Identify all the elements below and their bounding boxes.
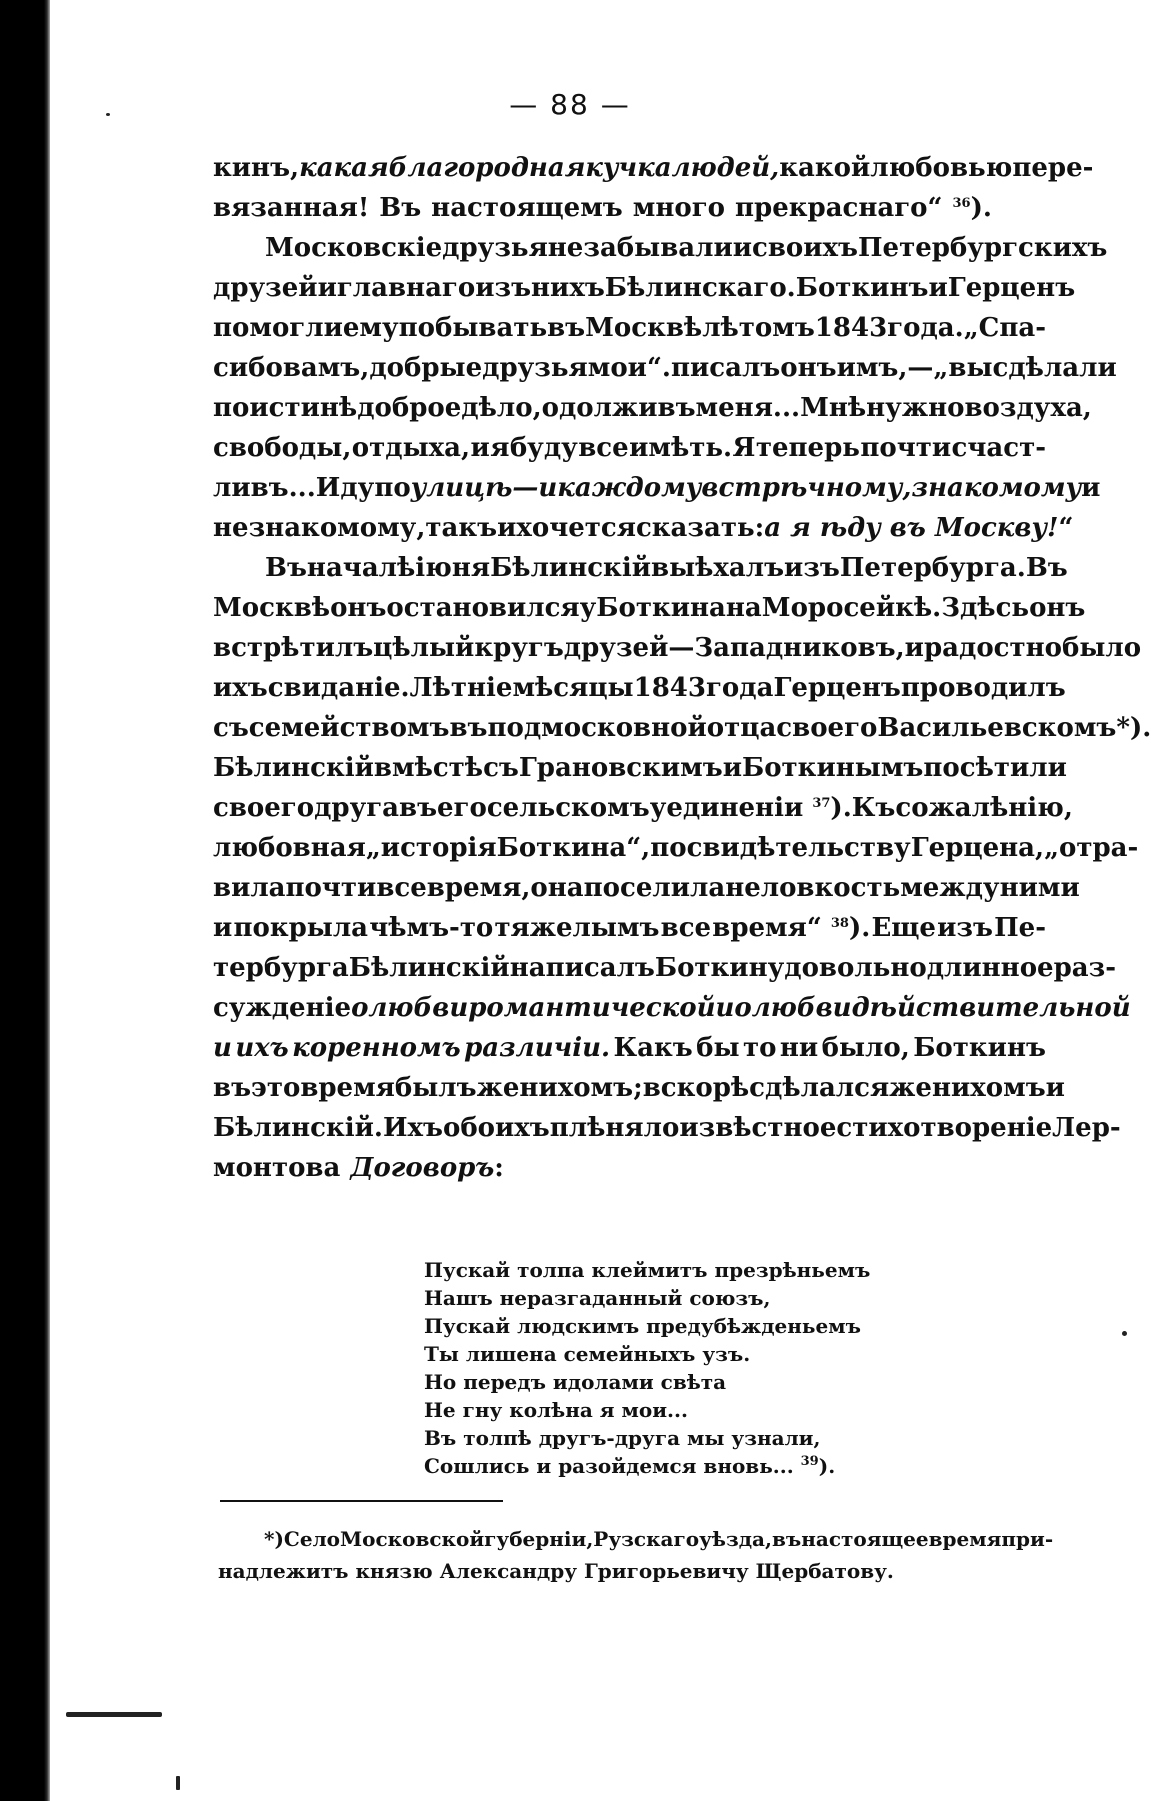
word: своего [776, 713, 878, 743]
word: Лѣтніе [409, 673, 513, 703]
word: тяжелымъ [494, 913, 660, 943]
word: женихомъ [889, 1073, 1046, 1103]
word: года. [887, 313, 964, 343]
word: знакомому [911, 473, 1082, 503]
word: Бѣлинскій. [213, 1113, 383, 1143]
word: проводилъ [900, 673, 1066, 703]
word: Грановскимъ [518, 753, 723, 783]
footnote [218, 1523, 1054, 1587]
word: выѣхалъ [651, 553, 785, 583]
word: пере- [1012, 153, 1094, 183]
word: сибо [213, 353, 283, 383]
text-line [213, 388, 1092, 428]
word: воздуха, [964, 393, 1092, 423]
word: въ [399, 793, 438, 823]
text-line [213, 828, 1139, 868]
word: главнаго [336, 273, 476, 303]
word: съ [213, 713, 249, 743]
word: „Спа- [963, 313, 1047, 343]
word: встрѣтилъ [213, 633, 374, 663]
word: и [732, 233, 753, 263]
word: отца [706, 713, 777, 743]
word: время“ [712, 913, 822, 943]
page-number: — 88 — [509, 88, 631, 121]
word: Пе- [994, 913, 1046, 943]
word: дѣло, [461, 393, 542, 423]
footnote-marker: *) [264, 1527, 284, 1551]
poem-line: Нашъ неразгаданный союзъ, [424, 1286, 771, 1310]
poem-line: Не гну колѣна я мои... [424, 1398, 688, 1422]
text-line: своего друга въ его сельскомъ уединеніи $^{37}$). Къ сожалѣнію, [213, 788, 1046, 828]
word: настоящемъ [431, 193, 623, 223]
word: уѣзда, [699, 1527, 772, 1551]
word: сужденіе [213, 993, 352, 1023]
word: Петербурга. [839, 553, 1026, 583]
word: свидѣтельству [686, 833, 911, 863]
word: вамъ, [282, 353, 370, 383]
word: кучка [585, 153, 672, 183]
poem-line: Пускай людскимъ предубѣжденьемъ [424, 1314, 861, 1338]
word: любви [368, 993, 469, 1023]
word: ихъ [235, 1033, 289, 1063]
word: въ [213, 1073, 252, 1103]
word: Ихъ [382, 1113, 443, 1143]
poem-line-text: Сошлись и разойдемся вновь... [424, 1454, 794, 1478]
word: коренномъ [292, 1033, 461, 1063]
word: то [742, 1033, 777, 1063]
word: 1843 [633, 673, 706, 703]
word: посѣтили [923, 753, 1067, 783]
poem-line: Въ толпѣ другъ-друга мы узнали, [424, 1426, 821, 1450]
word: Герцена, [910, 833, 1045, 863]
word: Моросейкѣ. [761, 593, 942, 623]
word: изъ [784, 553, 840, 583]
word: Боткина“, [496, 833, 651, 863]
word: забывали [583, 233, 733, 263]
word: изъ [475, 273, 532, 303]
poem-line [424, 1452, 870, 1480]
text-line [213, 548, 1068, 588]
word: Боткину [654, 953, 785, 983]
word: онъ [330, 593, 387, 623]
word: и [213, 1033, 232, 1063]
word: губерніи, [484, 1527, 594, 1551]
word: на [725, 593, 762, 623]
word: Бѣлинскаго. [604, 273, 796, 303]
word: нужно [866, 393, 965, 423]
word: настоящее [801, 1527, 929, 1551]
word: доброе [357, 393, 462, 423]
word: почти [285, 873, 377, 903]
word: много [632, 193, 725, 223]
word: теперь [755, 433, 860, 463]
text-line: и покрыла чѣмъ-то тяжелымъ все время“ $^{38}$). Еще изъ Пе- [213, 908, 1046, 948]
word: вмѣстѣ [373, 753, 484, 783]
text-line [213, 1148, 1046, 1188]
word: женихомъ; [476, 1073, 643, 1103]
word: друзья [482, 353, 588, 383]
word: ). [818, 1454, 836, 1478]
word: монтова [213, 1153, 341, 1183]
word: друзья [442, 233, 548, 263]
word: Петербургскихъ [858, 233, 1108, 263]
poem-line: Но передъ идолами свѣта [424, 1370, 727, 1394]
poem-line: Пускай толпа клеймитъ презрѣньемъ [424, 1258, 871, 1282]
word: ни [779, 1033, 819, 1063]
word: Въ [1025, 553, 1068, 583]
word: въ [771, 1527, 802, 1551]
word: о [351, 993, 369, 1023]
text-line [213, 348, 1117, 388]
text-line [213, 1068, 1065, 1108]
word: друзей—Западниковъ, [563, 633, 905, 663]
word: все [376, 873, 427, 903]
word: по [650, 833, 687, 863]
text-line [213, 588, 1086, 628]
word: людей, [671, 153, 780, 183]
scan-speck [1122, 1331, 1127, 1336]
word: и [715, 993, 735, 1023]
text-line [213, 468, 1101, 508]
scan-speck [176, 1776, 180, 1790]
word: ему [342, 313, 399, 343]
footnote-line [218, 1523, 1054, 1555]
word: свиданіе. [267, 673, 410, 703]
word: Бѣлинскій [490, 553, 651, 583]
scan-speck [66, 1712, 162, 1717]
footnote-ref-38[interactable]: 38 [830, 916, 849, 931]
word: любовная [213, 833, 366, 863]
word: : [494, 1153, 504, 1183]
word: время [300, 1073, 395, 1103]
word: и [497, 513, 517, 543]
word: лѣтомъ [702, 313, 815, 343]
word: раз- [1053, 953, 1117, 983]
word: ливъ... [213, 473, 316, 503]
text-line [213, 1108, 1121, 1148]
word: Московскіе [265, 233, 443, 263]
word: романтической [468, 993, 716, 1023]
word: имъ,—„вы [836, 353, 993, 383]
word: Боткинымъ [742, 753, 924, 783]
text-line [213, 268, 1076, 308]
word: онъ [780, 353, 837, 383]
word: дѣйствительной [851, 993, 1131, 1023]
word: Москвѣ [213, 593, 331, 623]
word: года [706, 673, 774, 703]
footnote-ref-39[interactable]: 39 [800, 1454, 819, 1469]
word: вила [213, 873, 286, 903]
word: сожалѣнію, [895, 793, 1073, 823]
word: сельскомъ [486, 793, 650, 823]
word: бы [696, 1033, 740, 1063]
word: Село [283, 1527, 341, 1551]
text-line [213, 668, 1066, 708]
word: уединеніи [649, 793, 804, 823]
word: неловкость [725, 873, 901, 903]
footnote-ref-36[interactable]: 36 [952, 196, 971, 211]
word: истинѣ [249, 393, 358, 423]
word: такъ [425, 513, 498, 543]
scan-shadow [0, 0, 50, 1801]
word: незнакомому, [213, 513, 426, 543]
main-text [213, 148, 1151, 1188]
text-line [213, 1028, 1046, 1068]
word: мои“. [587, 353, 671, 383]
word: счаст- [951, 433, 1046, 463]
footnote-divider [220, 1500, 503, 1502]
word: я [490, 433, 510, 463]
text-line [213, 228, 1108, 268]
word: кинъ, [213, 153, 300, 183]
word: друзей [213, 273, 318, 303]
word: въ [449, 713, 488, 743]
text-line [213, 748, 1067, 788]
word: въ [547, 313, 586, 343]
word: своихъ [752, 233, 858, 263]
word: поселила [583, 873, 726, 903]
word: при- [1001, 1527, 1054, 1551]
word: написалъ [509, 953, 655, 983]
text-line [213, 988, 1131, 1028]
word: побывать [398, 313, 548, 343]
word: довольно [784, 953, 927, 983]
word: Въ [265, 553, 307, 583]
word: Боткинъ [913, 1033, 1046, 1063]
word: подмосковной [487, 713, 707, 743]
word: любви [751, 993, 852, 1023]
text-line [213, 628, 1142, 668]
word: іюня [415, 553, 491, 583]
word: у [579, 593, 597, 623]
word: сказать: [635, 513, 765, 543]
poem-line: Ты лишена семейныхъ узъ. [424, 1342, 751, 1366]
word: Я [732, 433, 756, 463]
word: Боткина [596, 593, 726, 623]
word: длинное [926, 953, 1054, 983]
word: Герценъ [947, 273, 1076, 303]
word: улицѣ—и [410, 473, 558, 503]
word: Какъ [613, 1033, 693, 1063]
word: извѣстное [679, 1113, 837, 1143]
word: своего [213, 793, 315, 823]
word: Бѣлинскій [348, 953, 510, 983]
word: онъ [1029, 593, 1086, 623]
word: это [251, 1073, 301, 1103]
text-line [213, 708, 1151, 748]
text-line [213, 428, 1046, 468]
word: семействомъ [248, 713, 450, 743]
word: буду [509, 433, 578, 463]
word: благородная [388, 153, 586, 183]
word: и [904, 633, 924, 663]
word: меня... [695, 393, 801, 423]
word: добрые [369, 353, 483, 383]
footnote-ref-37[interactable]: 37 [812, 796, 831, 811]
footnote-line [218, 1555, 1048, 1587]
word: Боткинъ [795, 273, 929, 303]
italic-phrase: а я ѣду въ Москву! [764, 513, 1059, 543]
word: каждому [557, 473, 702, 503]
poem-quote [424, 1256, 870, 1480]
word: хочется [516, 513, 636, 543]
word: „исторія [365, 833, 497, 863]
word: Въ [379, 193, 422, 223]
text-line [213, 508, 1074, 548]
word: обоихъ [442, 1113, 550, 1143]
word: Лер- [1052, 1113, 1121, 1143]
word: писалъ [670, 353, 781, 383]
word: цѣлый [373, 633, 475, 663]
text-line [213, 948, 1117, 988]
word: по [213, 393, 250, 423]
word: Мнѣ [800, 393, 867, 423]
word: его [437, 793, 487, 823]
word: любовью [870, 153, 1013, 183]
word: стихотвореніе [836, 1113, 1053, 1143]
word: вязанная! [213, 193, 370, 223]
word: прекраснаго“ [734, 193, 943, 223]
word: и [213, 913, 233, 943]
word: радостно [923, 633, 1062, 663]
word: не [547, 233, 584, 263]
word: помогли [213, 313, 343, 343]
word: отдыха, [351, 433, 471, 463]
word: Герценъ [773, 673, 901, 703]
poem-title: Договоръ [350, 1153, 495, 1183]
word: изъ [937, 913, 993, 943]
word: Еще [871, 913, 936, 943]
word: и [722, 753, 742, 783]
word: и [470, 433, 490, 463]
word: и [1081, 473, 1101, 503]
word: почти [860, 433, 952, 463]
word: Иду [315, 473, 375, 503]
word: время, [426, 873, 531, 903]
word: между [900, 873, 1000, 903]
word: было, [821, 1033, 910, 1063]
word: *). [1116, 713, 1151, 743]
word: все [578, 433, 629, 463]
word: и [1045, 1073, 1065, 1103]
text-line [213, 188, 1046, 228]
word: Рузскаго [593, 1527, 700, 1551]
word: былъ [394, 1073, 477, 1103]
word: Москвѣ [585, 313, 703, 343]
word: все [660, 913, 712, 943]
word: Васильевскомъ [877, 713, 1117, 743]
word: по [374, 473, 411, 503]
word: свободы, [213, 433, 352, 463]
word: о [734, 993, 752, 1023]
word: “ [1058, 513, 1074, 543]
word: различіи. [464, 1033, 611, 1063]
word: время [928, 1527, 1002, 1551]
word: мѣсяцы [512, 673, 634, 703]
word: нихъ [531, 273, 605, 303]
word: кругъ [474, 633, 564, 663]
word: друга [314, 793, 399, 823]
text-line [213, 148, 1094, 188]
word: тербурга [213, 953, 349, 983]
word: вскорѣ [642, 1073, 750, 1103]
word: Здѣсь [941, 593, 1030, 623]
word: чѣмъ-то [369, 913, 494, 943]
footnote-text: надлежитъ князю Александру Григорьевичу Щербатову. [218, 1559, 894, 1583]
word: съ [483, 753, 519, 783]
word: было [1061, 633, 1142, 663]
word: 1843 [814, 313, 888, 343]
word: сдѣлали [992, 353, 1117, 383]
word: „отра- [1044, 833, 1139, 863]
word: и [928, 273, 948, 303]
word: Московской [340, 1527, 485, 1551]
text-line [213, 308, 1046, 348]
text-line [213, 868, 1080, 908]
word: началѣ [306, 553, 416, 583]
word: Къ [851, 793, 896, 823]
word: ихъ [213, 673, 268, 703]
word: ). [970, 193, 992, 223]
word: имѣть. [629, 433, 733, 463]
word: Бѣлинскій [213, 753, 374, 783]
word: встрѣчному, [701, 473, 912, 503]
word: покрыла [233, 913, 369, 943]
word: одолживъ [541, 393, 696, 423]
word: остановился [386, 593, 580, 623]
word: какая [299, 153, 389, 183]
word: сдѣлался [749, 1073, 890, 1103]
word: она [530, 873, 584, 903]
word: плѣняло [549, 1113, 680, 1143]
word: и [317, 273, 337, 303]
word: какой [779, 153, 871, 183]
word: ними [999, 873, 1080, 903]
